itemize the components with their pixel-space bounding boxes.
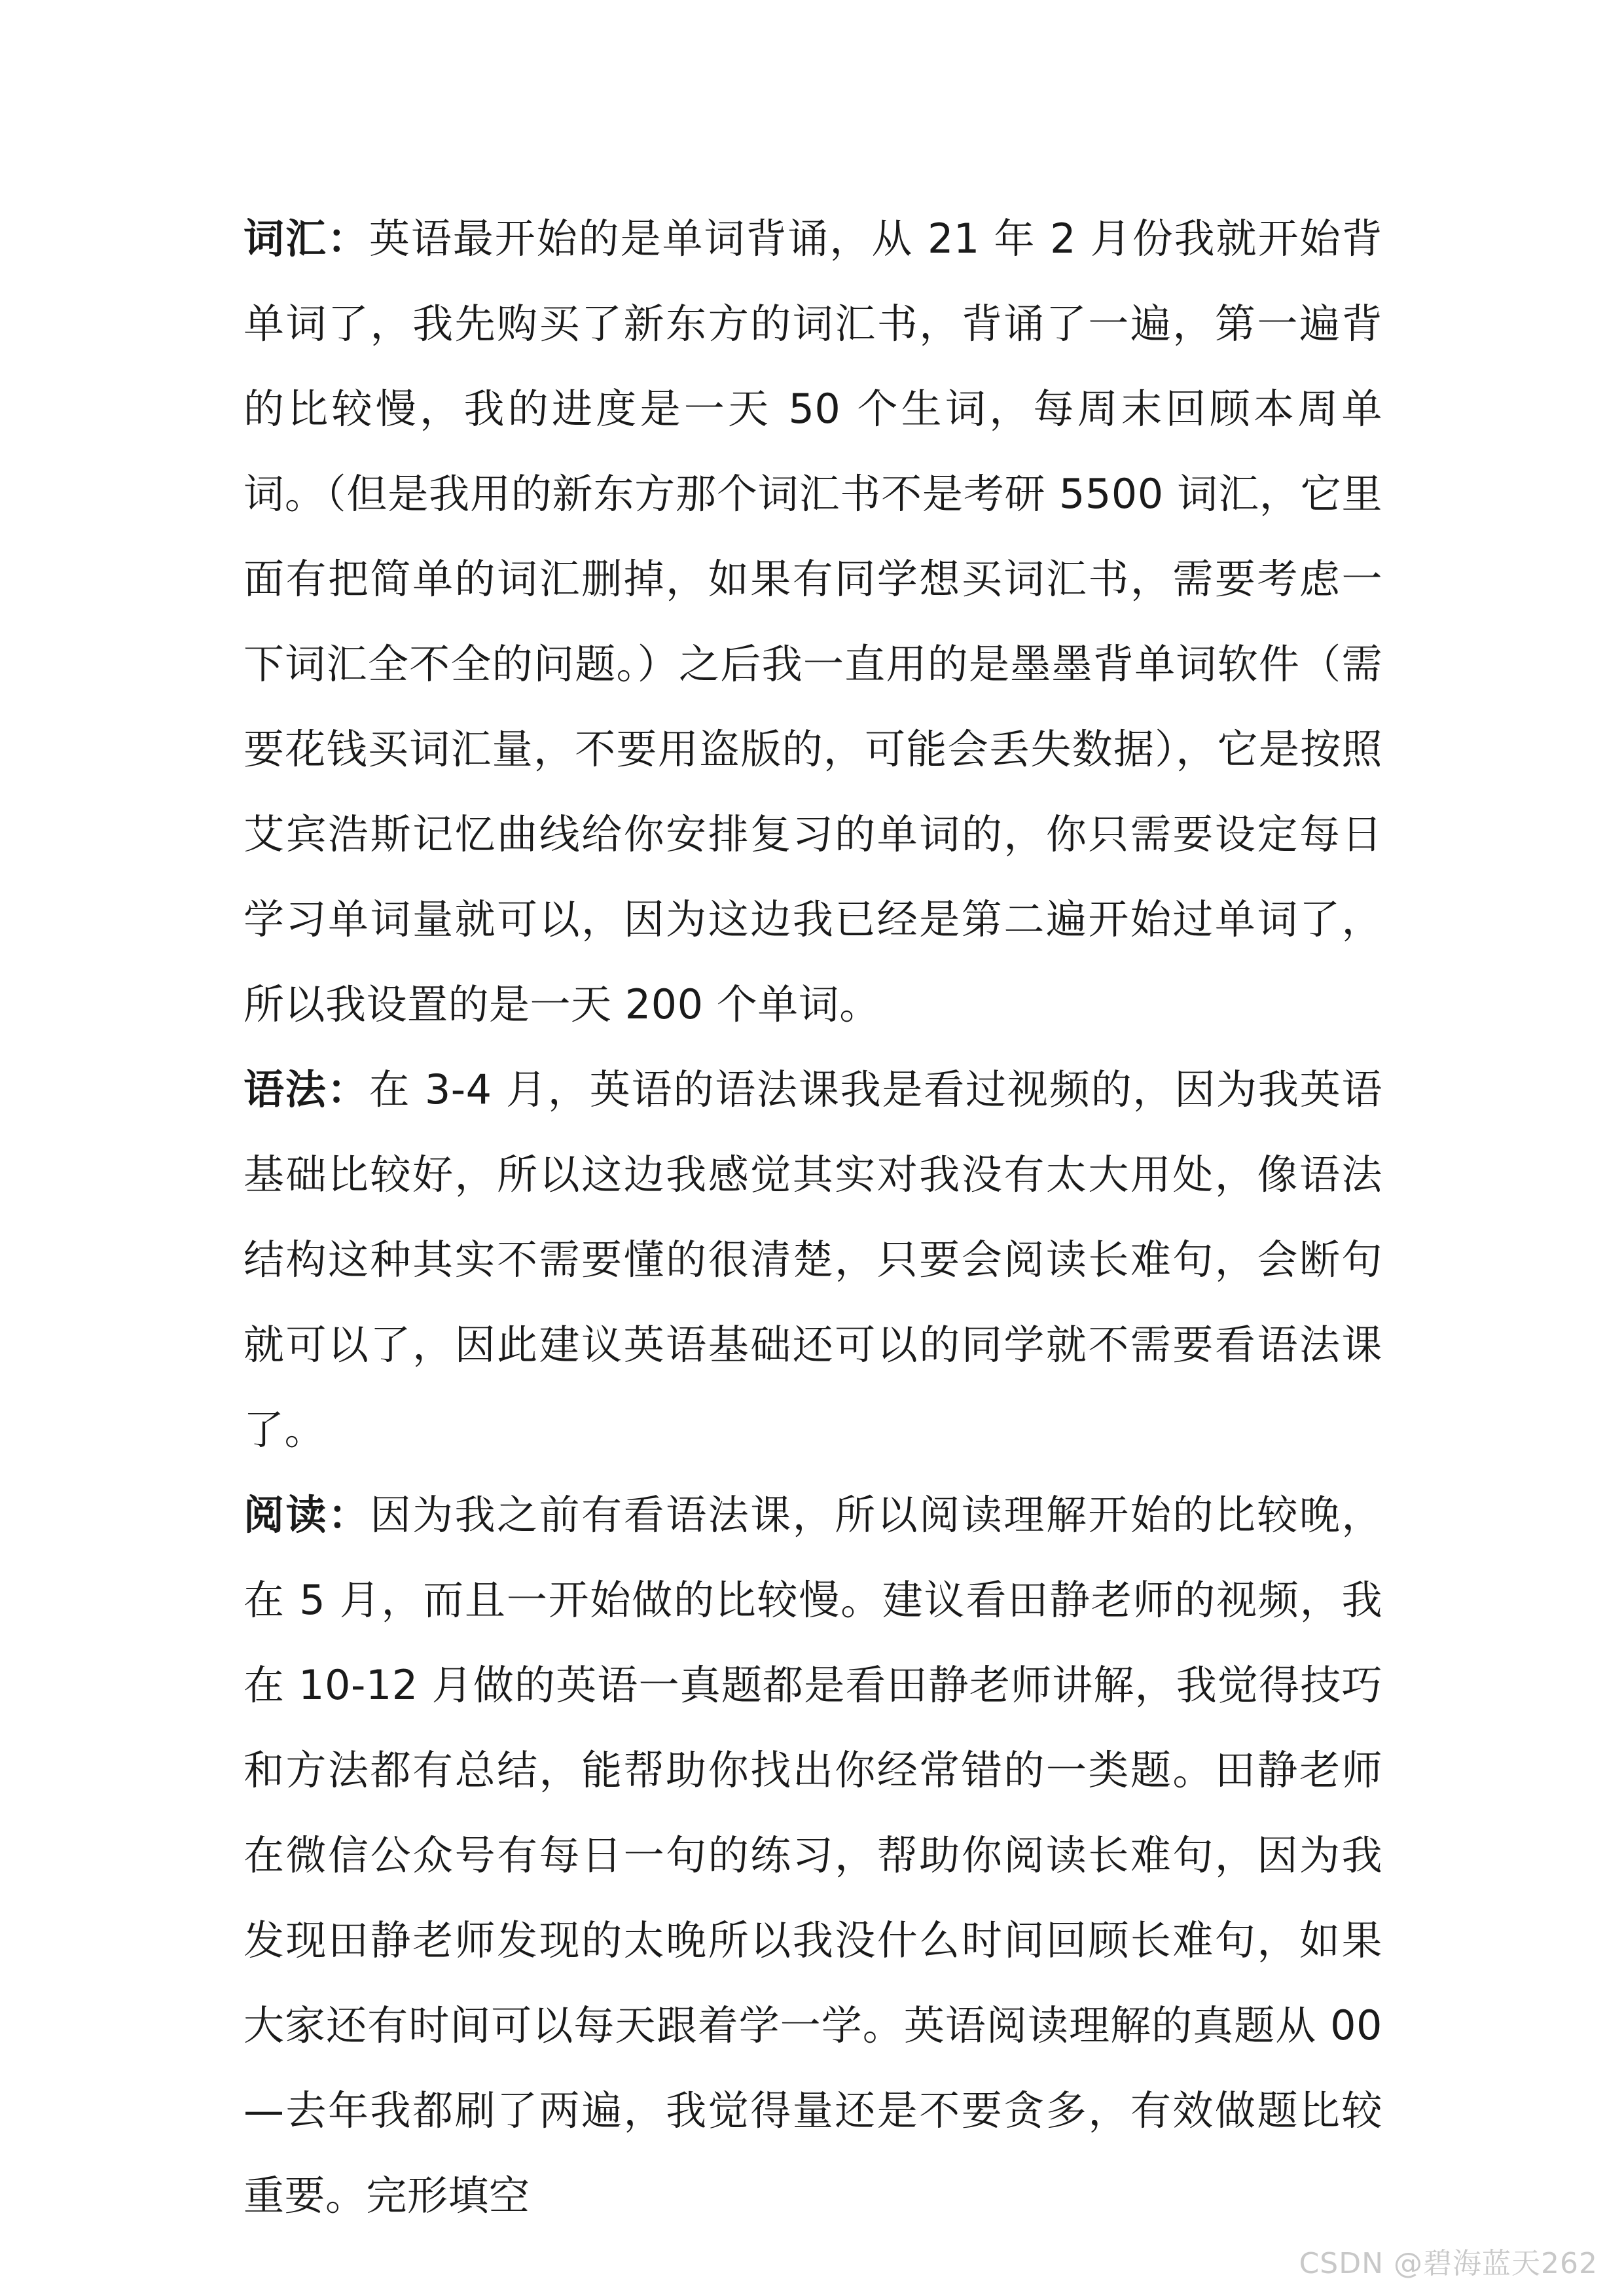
paragraph-reading [244, 1473, 1382, 2238]
paragraph-heading-grammar: 语法： [244, 1066, 369, 1113]
paragraph-text-grammar: 在 3-4 月，英语的语法课我是看过视频的，因为我英语基础比较好，所以这边我感觉其实对我没有太大用处，像语法结构这种其实不需要懂的很清楚，只要会阅读长难句，会断句就可以了，因此建议英语基础还可以的同学就不需要看语法课了。 [244, 1066, 1382, 1454]
paragraph-heading-reading: 阅读： [244, 1491, 370, 1539]
paragraph-text-reading: 因为我之前有看语法课，所以阅读理解开始的比较晚，在 5 月，而且一开始做的比较慢。建议看田静老师的视频，我在 10-12 月做的英语一真题都是看田静老师讲解，我觉得技巧和方法都有总结，能帮助你找出你经常错的一类题。田静老师在微信公众号有每日一句的练习，帮助你阅读长难句，因为我发现田静老师发现的太晚所以我没什么时间回顾长难句，如果大家还有时间可以每天跟着学一学。英语阅读理解的真题从 00—去年我都刷了两遍，我觉得量还是不要贪多，有效做题比较重要。完形填空 [244, 1491, 1382, 2219]
csdn-watermark: CSDN @碧海蓝天262 [1299, 2247, 1598, 2280]
paragraph-grammar [244, 1047, 1382, 1473]
paragraph-vocabulary [244, 196, 1382, 1047]
paragraph-heading-vocabulary: 词汇： [244, 215, 369, 262]
document-body [244, 196, 1382, 2238]
paragraph-text-vocabulary: 英语最开始的是单词背诵，从 21 年 2 月份我就开始背单词了，我先购买了新东方的词汇书，背诵了一遍，第一遍背的比较慢，我的进度是一天 50 个生词，每周末回顾本周单词。（但是我用的新东方那个词汇书不是考研 5500 词汇，它里面有把简单的词汇删掉，如果有同学想买词汇书，需要考虑一下词汇全不全的问题。）之后我一直用的是墨墨背单词软件（需要花钱买词汇量，不要用盗版的，可能会丢失数据），它是按照艾宾浩斯记忆曲线给你安排复习的单词的，你只需要设定每日学习单词量就可以，因为这边我已经是第二遍开始过单词了，所以我设置的是一天 200 个单词。 [244, 215, 1382, 1028]
